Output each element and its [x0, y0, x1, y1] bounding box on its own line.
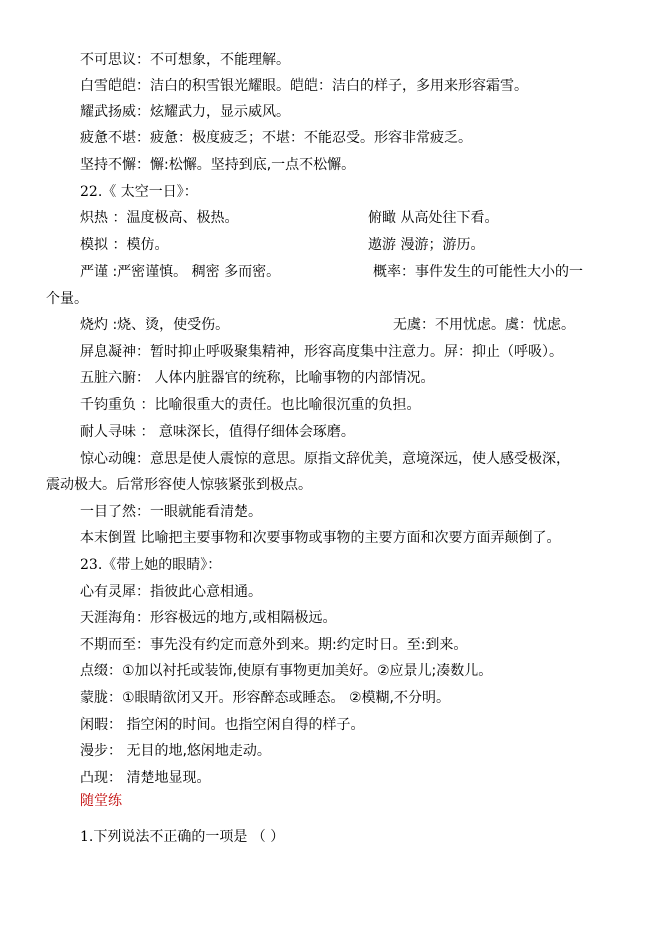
entry-gailv: 概率：事件发生的可能性大小的一 — [373, 264, 583, 280]
entry-yimuliaoran: 一目了然：一眼就能看清楚。 — [80, 504, 262, 520]
entry-wuzangliufu: 五脏六腑： 人体内脏器官的统称，比喻事物的内部情况。 — [80, 370, 435, 386]
entry-qianjunzhongfu: 千钧重负 ：比喻很重大的责任。也比喻很沉重的负担。 — [80, 397, 421, 413]
entry-xinyoulingxi: 心有灵犀：指彼此心意相通。 — [80, 584, 262, 600]
section-22-title: 22.《 太空一日》： — [80, 184, 198, 200]
entry-jianchibuxie: 坚持不懈：懈:松懈。坚持到底,一点不松懈。 — [80, 157, 356, 173]
entry-wuyu: 无虞：不用忧虑。虞：忧虑。 — [393, 317, 575, 333]
entry-baixueaiai: 白雪皑皑：洁白的积雪银光耀眼。皑皑：洁白的样子，多用来形容霜雪。 — [80, 78, 528, 94]
entry-nairenxunwei: 耐人寻味 ： 意味深长，值得仔细体会琢磨。 — [80, 424, 355, 440]
entry-gailv-cont: 个量。 — [46, 291, 88, 307]
entry-aoyou: 遨游 漫游；游历。 — [368, 237, 485, 253]
practice-question-1: 1.下列说法不正确的一项是 （ ） — [80, 829, 285, 845]
entry-jingxindongpo-cont: 震动极大。后常形容使人惊骇紧张到极点。 — [46, 477, 312, 493]
entry-yanjin-choumi: 严谨 :严密谨慎。 稠密 多而密。 — [80, 264, 281, 280]
entry-jingxindongpo: 惊心动魄：意思是使人震惊的意思。原指文辞优美，意境深远，使人感受极深， — [80, 451, 570, 467]
entry-manbu: 漫步： 无目的地,悠闲地走动。 — [80, 743, 271, 759]
section-23-title: 23.《带上她的眼睛》： — [80, 557, 222, 573]
entry-bukesiyi: 不可思议：不可想象，不能理解。 — [80, 52, 290, 68]
entry-moni: 模拟 ：模仿。 — [80, 237, 169, 253]
entry-menglong: 蒙胧：①眼睛欲闭又开。形容醉态或睡态。 ②模糊,不分明。 — [80, 690, 451, 706]
entry-chire: 炽热 ：温度极高、极热。 — [80, 210, 239, 226]
entry-buqierzhi: 不期而至：事先没有约定而意外到来。期:约定时日。至:到来。 — [80, 637, 468, 653]
entry-fukan: 俯瞰 从高处往下看。 — [368, 210, 499, 226]
entry-dianzhui: 点缀：①加以衬托或装饰,使原有事物更加美好。②应景儿;凑数儿。 — [80, 663, 493, 679]
entry-benmodaozhi: 本末倒置 比喻把主要事物和次要事物或事物的主要方面和次要方面弄颠倒了。 — [80, 530, 561, 546]
entry-tianyahaijiao: 天涯海角：形容极远的地方,或相隔极远。 — [80, 610, 337, 626]
entry-pingxiningshen: 屏息凝神：暂时抑止呼吸聚集精神，形容高度集中注意力。屏：抑止（呼吸）。 — [80, 344, 563, 360]
entry-yaowuyangwei: 耀武扬威：炫耀武力，显示威风。 — [80, 104, 290, 120]
entry-pibeibukan: 疲惫不堪：疲惫：极度疲乏；不堪：不能忍受。形容非常疲乏。 — [80, 130, 472, 146]
entry-xianxia: 闲暇： 指空闲的时间。也指空闲自得的样子。 — [80, 717, 365, 733]
practice-heading: 随堂练 — [80, 793, 122, 809]
entry-shaozhuo: 烧灼 :烧、烫，使受伤。 — [80, 317, 230, 333]
entry-tuxian: 凸现： 清楚地显现。 — [80, 770, 211, 786]
